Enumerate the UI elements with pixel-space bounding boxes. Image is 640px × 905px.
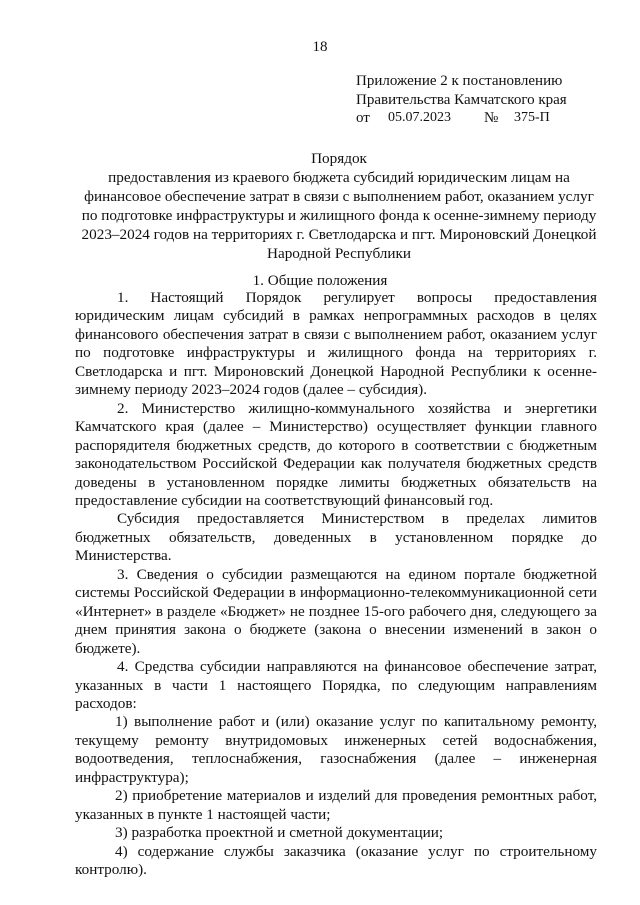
paragraph-4: 4. Средства субсидии направляются на финансовое обеспечение затрат, указанных в части 1 настоящего Порядка, по следующим направлениям расходов: — [75, 658, 597, 712]
document-body — [75, 289, 597, 880]
list-item-3: 3) разработка проектной и сметной документации; — [115, 824, 444, 842]
appendix-block — [356, 72, 567, 128]
paragraph-2-subsidy: Субсидия предоставляется Министерством в пределах лимитов бюджетных обязательств, доведенных в установленном порядке до Министерства. — [75, 510, 597, 565]
list-item-2: 2) приобретение материалов и изделий для проведения ремонтных работ, указанных в пункте 1 настоящей части; — [75, 787, 597, 823]
appendix-number-sign: № — [484, 110, 499, 126]
paragraph-3: 3. Сведения о субсидии размещаются на едином портале бюджетной системы Российской Федерации в информационно-телекоммуникационной сети «Интернет» в разделе «Бюджет» не позднее 15-ого рабочего дня, следующего за днем принятия закона о бюджете (закона о внесении изменений в закон о бюджете). — [75, 565, 597, 657]
appendix-number: 375-П — [514, 110, 550, 125]
appendix-from-label: от — [356, 110, 370, 126]
list-item-1: 1) выполнение работ и (или) оказание услуг по капитальному ремонту, текущему ремонту внутридомовых инженерных сетей водоснабжения, водоотведения, теплоснабжения, газоснабжения (далее – инженерная инфраструктура); — [75, 713, 597, 786]
title-subtitle: предоставления из краевого бюджета субсидий юридическим лицам на финансовое обеспечение затрат в связи с выполнением работ, оказанием услуг по подготовке инфраструктуры и жилищного фонда к осенне-зимнему периоду 2023–2024 годов на территориях г. Светлодарска и пгт. Мироновский Донецкой Народной Республики — [81, 169, 597, 262]
list-item-4: 4) содержание службы заказчика (оказание услуг по строительному контролю). — [75, 842, 597, 879]
paragraph-1: 1. Настоящий Порядок регулирует вопросы предоставления юридическим лицам субсидий в рамках непрограммных расходов в целях финансового обеспечения затрат в связи с выполнением работ, оказанием услуг по подготовке инфраструктуры и жилищного фонда на территориях г. Светлодарска и пгт. Мироновский Донецкой Народной Республики к осенне-зимнему периоду 2023–2024 годов (далее – субсидия). — [75, 289, 597, 399]
title-heading: Порядок — [311, 150, 367, 167]
appendix-line-1: Приложение 2 к постановлению — [356, 73, 563, 89]
section-heading: 1. Общие положения — [252, 272, 388, 289]
appendix-date: 05.07.2023 — [388, 110, 451, 125]
page-number: 18 — [312, 39, 328, 55]
paragraph-2: 2. Министерство жилищно-коммунального хозяйства и энергетики Камчатского края (далее – Министерство) осуществляет функции главного распорядителя бюджетных средств, до которого в соответствии с бюджетным законодательством Российской Федерации как получателя бюджетных средств доведены в установленном порядке лимиты бюджетных обязательств на предоставление субсидии на соответствующий финансовый год. — [75, 399, 597, 509]
document-title — [75, 149, 603, 263]
appendix-date-row — [356, 109, 567, 128]
appendix-line-2: Правительства Камчатского края — [356, 91, 567, 108]
